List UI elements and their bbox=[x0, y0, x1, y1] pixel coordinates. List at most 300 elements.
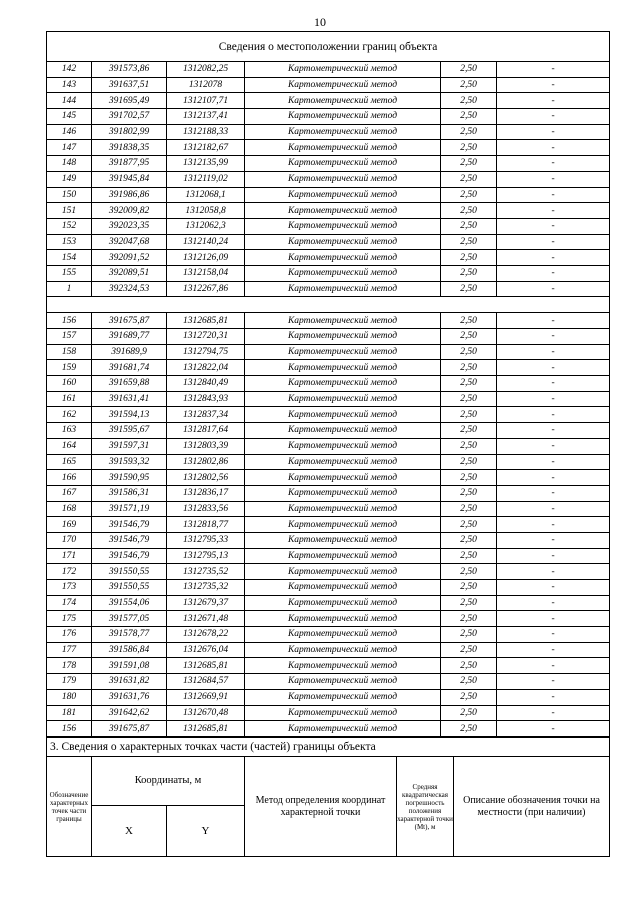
accuracy-cell: 2,50 bbox=[441, 265, 497, 281]
description-cell: - bbox=[497, 548, 610, 564]
method-cell: Картометрический метод bbox=[245, 642, 441, 658]
description-cell: - bbox=[497, 642, 610, 658]
header-accuracy: Средняя квадратическая погрешность положения характерной точки (Mt), м bbox=[397, 757, 454, 857]
section-title: Сведения о местоположении границ объекта bbox=[47, 32, 610, 62]
accuracy-cell: 2,50 bbox=[441, 454, 497, 470]
point-number: 143 bbox=[47, 77, 92, 93]
table-row bbox=[47, 140, 610, 156]
accuracy-cell: 2,50 bbox=[441, 376, 497, 392]
accuracy-cell: 2,50 bbox=[441, 532, 497, 548]
coord-y: 1312679,37 bbox=[167, 595, 245, 611]
coord-y: 1312735,32 bbox=[167, 580, 245, 596]
section3-title-row bbox=[47, 738, 610, 757]
point-number: 154 bbox=[47, 250, 92, 266]
coord-y: 1312119,02 bbox=[167, 171, 245, 187]
description-cell: - bbox=[497, 611, 610, 627]
method-cell: Картометрический метод bbox=[245, 627, 441, 643]
accuracy-cell: 2,50 bbox=[441, 93, 497, 109]
table-row bbox=[47, 517, 610, 533]
point-number: 146 bbox=[47, 124, 92, 140]
coord-x: 391577,05 bbox=[92, 611, 167, 627]
coord-x: 391675,87 bbox=[92, 313, 167, 329]
description-cell: - bbox=[497, 407, 610, 423]
table-row bbox=[47, 109, 610, 125]
coord-y: 1312078 bbox=[167, 77, 245, 93]
description-cell: - bbox=[497, 689, 610, 705]
point-number: 175 bbox=[47, 611, 92, 627]
section3-header-row bbox=[47, 757, 610, 806]
point-number: 170 bbox=[47, 532, 92, 548]
description-cell: - bbox=[497, 360, 610, 376]
coord-x: 391550,55 bbox=[92, 564, 167, 580]
coord-y: 1312720,31 bbox=[167, 329, 245, 345]
accuracy-cell: 2,50 bbox=[441, 250, 497, 266]
point-number: 145 bbox=[47, 109, 92, 125]
point-number: 173 bbox=[47, 580, 92, 596]
description-cell: - bbox=[497, 62, 610, 78]
boundary-points-table bbox=[46, 31, 610, 737]
coord-y: 1312840,49 bbox=[167, 376, 245, 392]
coord-x: 391554,06 bbox=[92, 595, 167, 611]
method-cell: Картометрический метод bbox=[245, 109, 441, 125]
point-number: 171 bbox=[47, 548, 92, 564]
coord-x: 392324,53 bbox=[92, 281, 167, 297]
coord-x: 391591,08 bbox=[92, 658, 167, 674]
coord-y: 1312137,41 bbox=[167, 109, 245, 125]
point-number: 151 bbox=[47, 203, 92, 219]
accuracy-cell: 2,50 bbox=[441, 674, 497, 690]
coord-y: 1312802,56 bbox=[167, 470, 245, 486]
description-cell: - bbox=[497, 281, 610, 297]
description-cell: - bbox=[497, 721, 610, 737]
description-cell: - bbox=[497, 329, 610, 345]
coord-x: 391689,9 bbox=[92, 344, 167, 360]
accuracy-cell: 2,50 bbox=[441, 721, 497, 737]
method-cell: Картометрический метод bbox=[245, 376, 441, 392]
table-row bbox=[47, 658, 610, 674]
coord-y: 1312678,22 bbox=[167, 627, 245, 643]
accuracy-cell: 2,50 bbox=[441, 218, 497, 234]
coord-y: 1312082,25 bbox=[167, 62, 245, 78]
point-number: 162 bbox=[47, 407, 92, 423]
point-number: 159 bbox=[47, 360, 92, 376]
method-cell: Картометрический метод bbox=[245, 595, 441, 611]
table-row bbox=[47, 674, 610, 690]
coord-y: 1312135,99 bbox=[167, 156, 245, 172]
table-row bbox=[47, 281, 610, 297]
point-number: 181 bbox=[47, 705, 92, 721]
table-row bbox=[47, 564, 610, 580]
point-number: 172 bbox=[47, 564, 92, 580]
description-cell: - bbox=[497, 564, 610, 580]
coord-y: 1312685,81 bbox=[167, 313, 245, 329]
description-cell: - bbox=[497, 438, 610, 454]
table-row bbox=[47, 611, 610, 627]
coord-y: 1312795,33 bbox=[167, 532, 245, 548]
description-cell: - bbox=[497, 501, 610, 517]
table-row bbox=[47, 407, 610, 423]
table-row bbox=[47, 187, 610, 203]
accuracy-cell: 2,50 bbox=[441, 501, 497, 517]
description-cell: - bbox=[497, 674, 610, 690]
coord-y: 1312158,04 bbox=[167, 265, 245, 281]
point-number: 179 bbox=[47, 674, 92, 690]
coord-x: 391578,77 bbox=[92, 627, 167, 643]
point-number: 163 bbox=[47, 423, 92, 439]
coord-x: 391571,19 bbox=[92, 501, 167, 517]
accuracy-cell: 2,50 bbox=[441, 658, 497, 674]
method-cell: Картометрический метод bbox=[245, 658, 441, 674]
description-cell: - bbox=[497, 485, 610, 501]
description-cell: - bbox=[497, 517, 610, 533]
method-cell: Картометрический метод bbox=[245, 187, 441, 203]
accuracy-cell: 2,50 bbox=[441, 595, 497, 611]
method-cell: Картометрический метод bbox=[245, 564, 441, 580]
table-row bbox=[47, 218, 610, 234]
accuracy-cell: 2,50 bbox=[441, 485, 497, 501]
method-cell: Картометрический метод bbox=[245, 470, 441, 486]
point-number: 161 bbox=[47, 391, 92, 407]
description-cell: - bbox=[497, 627, 610, 643]
table-row bbox=[47, 313, 610, 329]
method-cell: Картометрический метод bbox=[245, 124, 441, 140]
point-number: 178 bbox=[47, 658, 92, 674]
coord-y: 1312794,75 bbox=[167, 344, 245, 360]
accuracy-cell: 2,50 bbox=[441, 564, 497, 580]
coord-y: 1312062,3 bbox=[167, 218, 245, 234]
table-row bbox=[47, 642, 610, 658]
coord-y: 1312669,91 bbox=[167, 689, 245, 705]
point-number: 155 bbox=[47, 265, 92, 281]
coord-x: 391642,62 bbox=[92, 705, 167, 721]
coord-y: 1312735,52 bbox=[167, 564, 245, 580]
accuracy-cell: 2,50 bbox=[441, 548, 497, 564]
table-row bbox=[47, 580, 610, 596]
description-cell: - bbox=[497, 140, 610, 156]
method-cell: Картометрический метод bbox=[245, 234, 441, 250]
method-cell: Картометрический метод bbox=[245, 171, 441, 187]
accuracy-cell: 2,50 bbox=[441, 517, 497, 533]
coord-y: 1312267,86 bbox=[167, 281, 245, 297]
method-cell: Картометрический метод bbox=[245, 705, 441, 721]
description-cell: - bbox=[497, 234, 610, 250]
point-number: 166 bbox=[47, 470, 92, 486]
method-cell: Картометрический метод bbox=[245, 611, 441, 627]
point-number: 142 bbox=[47, 62, 92, 78]
description-cell: - bbox=[497, 376, 610, 392]
accuracy-cell: 2,50 bbox=[441, 360, 497, 376]
method-cell: Картометрический метод bbox=[245, 62, 441, 78]
header-description: Описание обозначения точки на местности (при наличии) bbox=[454, 757, 610, 857]
method-cell: Картометрический метод bbox=[245, 454, 441, 470]
table-row bbox=[47, 627, 610, 643]
method-cell: Картометрический метод bbox=[245, 689, 441, 705]
description-cell: - bbox=[497, 532, 610, 548]
table-row bbox=[47, 423, 610, 439]
table-row bbox=[47, 438, 610, 454]
method-cell: Картометрический метод bbox=[245, 423, 441, 439]
coord-x: 391546,79 bbox=[92, 548, 167, 564]
coord-y: 1312803,39 bbox=[167, 438, 245, 454]
coord-x: 391550,55 bbox=[92, 580, 167, 596]
point-number: 158 bbox=[47, 344, 92, 360]
accuracy-cell: 2,50 bbox=[441, 124, 497, 140]
method-cell: Картометрический метод bbox=[245, 580, 441, 596]
accuracy-cell: 2,50 bbox=[441, 171, 497, 187]
coord-x: 391631,76 bbox=[92, 689, 167, 705]
table-row bbox=[47, 124, 610, 140]
table-row bbox=[47, 203, 610, 219]
table-row bbox=[47, 234, 610, 250]
point-number: 168 bbox=[47, 501, 92, 517]
point-number: 153 bbox=[47, 234, 92, 250]
coord-y: 1312685,81 bbox=[167, 658, 245, 674]
accuracy-cell: 2,50 bbox=[441, 187, 497, 203]
coord-y: 1312058,8 bbox=[167, 203, 245, 219]
description-cell: - bbox=[497, 218, 610, 234]
page-number: 10 bbox=[314, 15, 326, 29]
point-number: 160 bbox=[47, 376, 92, 392]
point-number: 156 bbox=[47, 313, 92, 329]
table-row bbox=[47, 93, 610, 109]
coord-y: 1312684,57 bbox=[167, 674, 245, 690]
table-row bbox=[47, 485, 610, 501]
method-cell: Картометрический метод bbox=[245, 674, 441, 690]
description-cell: - bbox=[497, 454, 610, 470]
method-cell: Картометрический метод bbox=[245, 532, 441, 548]
table-row bbox=[47, 62, 610, 78]
coord-x: 391702,57 bbox=[92, 109, 167, 125]
coord-x: 391595,67 bbox=[92, 423, 167, 439]
method-cell: Картометрический метод bbox=[245, 250, 441, 266]
header-designation: Обозначение характерных точек части границы bbox=[47, 757, 92, 857]
table-row bbox=[47, 265, 610, 281]
coord-y: 1312126,09 bbox=[167, 250, 245, 266]
point-number: 1 bbox=[47, 281, 92, 297]
coord-x: 391681,74 bbox=[92, 360, 167, 376]
method-cell: Картометрический метод bbox=[245, 344, 441, 360]
description-cell: - bbox=[497, 124, 610, 140]
coord-y: 1312833,56 bbox=[167, 501, 245, 517]
coord-x: 392091,52 bbox=[92, 250, 167, 266]
method-cell: Картометрический метод bbox=[245, 485, 441, 501]
accuracy-cell: 2,50 bbox=[441, 438, 497, 454]
header-method: Метод определения координат характерной точки bbox=[245, 757, 397, 857]
method-cell: Картометрический метод bbox=[245, 93, 441, 109]
coord-y: 1312822,04 bbox=[167, 360, 245, 376]
point-number: 156 bbox=[47, 721, 92, 737]
coord-x: 391675,87 bbox=[92, 721, 167, 737]
table-row bbox=[47, 532, 610, 548]
coord-y: 1312802,86 bbox=[167, 454, 245, 470]
coord-x: 392009,82 bbox=[92, 203, 167, 219]
coord-x: 391573,86 bbox=[92, 62, 167, 78]
accuracy-cell: 2,50 bbox=[441, 407, 497, 423]
description-cell: - bbox=[497, 156, 610, 172]
table-row bbox=[47, 470, 610, 486]
coord-x: 391593,32 bbox=[92, 454, 167, 470]
coord-x: 392089,51 bbox=[92, 265, 167, 281]
accuracy-cell: 2,50 bbox=[441, 423, 497, 439]
header-y: Y bbox=[167, 806, 245, 857]
coord-y: 1312182,67 bbox=[167, 140, 245, 156]
accuracy-cell: 2,50 bbox=[441, 109, 497, 125]
coord-x: 391597,31 bbox=[92, 438, 167, 454]
accuracy-cell: 2,50 bbox=[441, 62, 497, 78]
description-cell: - bbox=[497, 595, 610, 611]
group-separator-row bbox=[47, 297, 610, 313]
method-cell: Картометрический метод bbox=[245, 77, 441, 93]
coord-x: 391689,77 bbox=[92, 329, 167, 345]
accuracy-cell: 2,50 bbox=[441, 705, 497, 721]
table-row bbox=[47, 360, 610, 376]
coord-x: 391695,49 bbox=[92, 93, 167, 109]
description-cell: - bbox=[497, 265, 610, 281]
method-cell: Картометрический метод bbox=[245, 517, 441, 533]
method-cell: Картометрический метод bbox=[245, 218, 441, 234]
accuracy-cell: 2,50 bbox=[441, 344, 497, 360]
table-row bbox=[47, 77, 610, 93]
accuracy-cell: 2,50 bbox=[441, 234, 497, 250]
point-number: 157 bbox=[47, 329, 92, 345]
description-cell: - bbox=[497, 344, 610, 360]
coord-y: 1312140,24 bbox=[167, 234, 245, 250]
coord-x: 391945,84 bbox=[92, 171, 167, 187]
point-number: 144 bbox=[47, 93, 92, 109]
coord-x: 391631,41 bbox=[92, 391, 167, 407]
method-cell: Картометрический метод bbox=[245, 265, 441, 281]
accuracy-cell: 2,50 bbox=[441, 580, 497, 596]
accuracy-cell: 2,50 bbox=[441, 203, 497, 219]
coord-x: 391637,51 bbox=[92, 77, 167, 93]
point-number: 169 bbox=[47, 517, 92, 533]
method-cell: Картометрический метод bbox=[245, 313, 441, 329]
point-number: 174 bbox=[47, 595, 92, 611]
description-cell: - bbox=[497, 580, 610, 596]
coord-y: 1312685,81 bbox=[167, 721, 245, 737]
method-cell: Картометрический метод bbox=[245, 281, 441, 297]
description-cell: - bbox=[497, 93, 610, 109]
point-number: 167 bbox=[47, 485, 92, 501]
description-cell: - bbox=[497, 423, 610, 439]
coord-y: 1312836,17 bbox=[167, 485, 245, 501]
method-cell: Картометрический метод bbox=[245, 156, 441, 172]
table-title-row bbox=[47, 32, 610, 62]
coord-x: 391586,31 bbox=[92, 485, 167, 501]
coord-x: 392047,68 bbox=[92, 234, 167, 250]
coord-x: 392023,35 bbox=[92, 218, 167, 234]
coord-y: 1312671,48 bbox=[167, 611, 245, 627]
table-row bbox=[47, 705, 610, 721]
method-cell: Картометрический метод bbox=[245, 391, 441, 407]
method-cell: Картометрический метод bbox=[245, 140, 441, 156]
coord-y: 1312818,77 bbox=[167, 517, 245, 533]
coord-x: 391590,95 bbox=[92, 470, 167, 486]
header-x: X bbox=[92, 806, 167, 857]
point-number: 177 bbox=[47, 642, 92, 658]
description-cell: - bbox=[497, 109, 610, 125]
accuracy-cell: 2,50 bbox=[441, 689, 497, 705]
table-row bbox=[47, 454, 610, 470]
accuracy-cell: 2,50 bbox=[441, 627, 497, 643]
coord-y: 1312670,48 bbox=[167, 705, 245, 721]
table-row bbox=[47, 171, 610, 187]
accuracy-cell: 2,50 bbox=[441, 313, 497, 329]
method-cell: Картометрический метод bbox=[245, 438, 441, 454]
coord-x: 391586,84 bbox=[92, 642, 167, 658]
description-cell: - bbox=[497, 705, 610, 721]
part-points-table bbox=[46, 737, 610, 857]
description-cell: - bbox=[497, 470, 610, 486]
accuracy-cell: 2,50 bbox=[441, 642, 497, 658]
coord-x: 391877,95 bbox=[92, 156, 167, 172]
point-number: 148 bbox=[47, 156, 92, 172]
table-row bbox=[47, 376, 610, 392]
description-cell: - bbox=[497, 77, 610, 93]
coord-x: 391631,82 bbox=[92, 674, 167, 690]
method-cell: Картометрический метод bbox=[245, 203, 441, 219]
description-cell: - bbox=[497, 187, 610, 203]
table-row bbox=[47, 250, 610, 266]
coord-x: 391594,13 bbox=[92, 407, 167, 423]
description-cell: - bbox=[497, 171, 610, 187]
point-number: 165 bbox=[47, 454, 92, 470]
accuracy-cell: 2,50 bbox=[441, 140, 497, 156]
coord-y: 1312843,93 bbox=[167, 391, 245, 407]
point-number: 147 bbox=[47, 140, 92, 156]
section3-title: 3. Сведения о характерных точках части (частей) границы объекта bbox=[47, 738, 610, 757]
coord-y: 1312188,33 bbox=[167, 124, 245, 140]
table-row bbox=[47, 391, 610, 407]
point-number: 176 bbox=[47, 627, 92, 643]
point-number: 164 bbox=[47, 438, 92, 454]
point-number: 152 bbox=[47, 218, 92, 234]
accuracy-cell: 2,50 bbox=[441, 156, 497, 172]
coord-y: 1312676,04 bbox=[167, 642, 245, 658]
point-number: 149 bbox=[47, 171, 92, 187]
accuracy-cell: 2,50 bbox=[441, 329, 497, 345]
table-row bbox=[47, 689, 610, 705]
description-cell: - bbox=[497, 203, 610, 219]
coord-x: 391659,88 bbox=[92, 376, 167, 392]
coord-x: 391546,79 bbox=[92, 532, 167, 548]
method-cell: Картометрический метод bbox=[245, 329, 441, 345]
coord-y: 1312795,13 bbox=[167, 548, 245, 564]
table-row bbox=[47, 344, 610, 360]
header-coordinates: Координаты, м bbox=[92, 757, 245, 806]
description-cell: - bbox=[497, 250, 610, 266]
coord-x: 391802,99 bbox=[92, 124, 167, 140]
method-cell: Картометрический метод bbox=[245, 360, 441, 376]
table-row bbox=[47, 501, 610, 517]
coord-y: 1312107,71 bbox=[167, 93, 245, 109]
accuracy-cell: 2,50 bbox=[441, 281, 497, 297]
accuracy-cell: 2,50 bbox=[441, 391, 497, 407]
description-cell: - bbox=[497, 658, 610, 674]
coord-y: 1312068,1 bbox=[167, 187, 245, 203]
coord-y: 1312837,34 bbox=[167, 407, 245, 423]
method-cell: Картометрический метод bbox=[245, 721, 441, 737]
table-row bbox=[47, 329, 610, 345]
description-cell: - bbox=[497, 391, 610, 407]
table-row bbox=[47, 548, 610, 564]
table-row bbox=[47, 721, 610, 737]
accuracy-cell: 2,50 bbox=[441, 470, 497, 486]
group-separator bbox=[47, 297, 610, 313]
coord-x: 391546,79 bbox=[92, 517, 167, 533]
coord-x: 391838,35 bbox=[92, 140, 167, 156]
accuracy-cell: 2,50 bbox=[441, 77, 497, 93]
